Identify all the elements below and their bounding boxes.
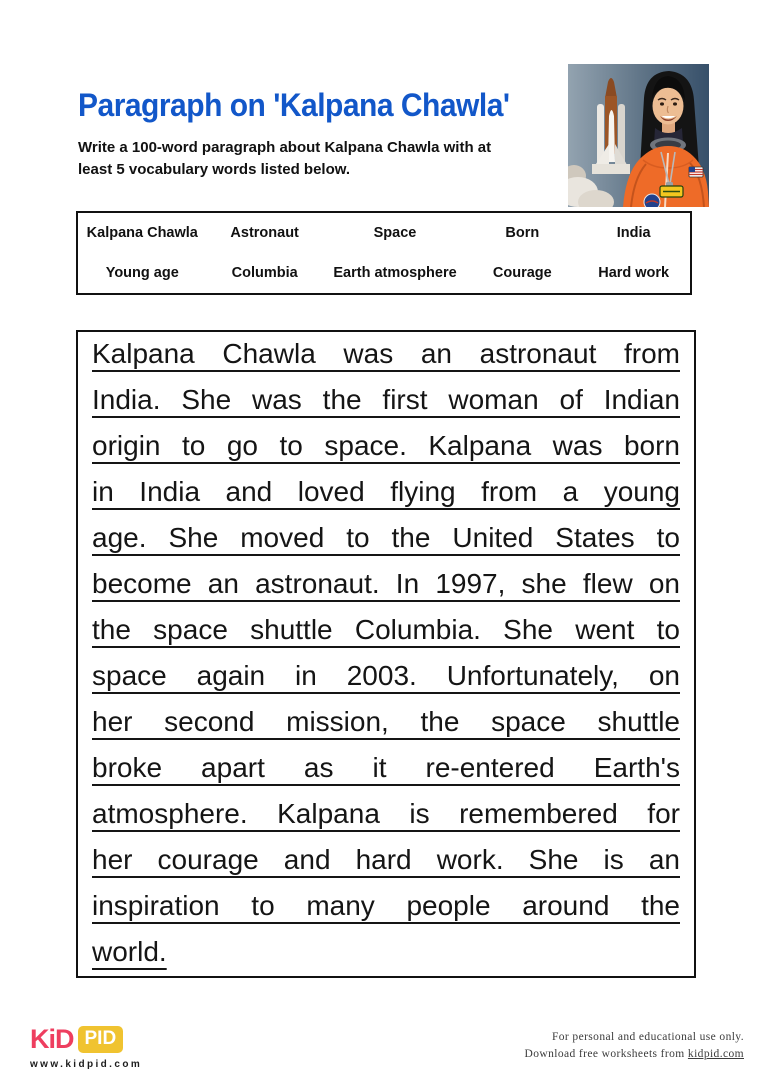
kidpid-link[interactable]: kidpid.com (687, 1047, 744, 1060)
paragraph-line: her second mission, the space shuttle (92, 706, 680, 737)
vocab-word-astronaut: Astronaut (230, 225, 299, 241)
vocab-word-young-age: Young age (105, 265, 179, 281)
paragraph-line: inspiration to many people around the (92, 890, 680, 921)
instructions-line-1: Write a 100-word paragraph about Kalpana Chawla with at (78, 139, 492, 156)
paragraph-box (76, 330, 696, 978)
kidpid-logo[interactable] (30, 1024, 142, 1055)
website-url: www.kidpid.com (30, 1059, 143, 1070)
vocab-word-courage: Courage (492, 265, 552, 281)
paragraph-line: her courage and hard work. She is an (92, 844, 680, 875)
vocab-word-kalpana-chawla: Kalpana Chawla (86, 225, 198, 241)
paragraph-line: broke apart as it re-entered Earth's (92, 752, 680, 783)
paragraph-line: atmosphere. Kalpana is remembered for (92, 798, 680, 829)
paragraph-line: India. She was the first woman of Indian (92, 384, 680, 415)
logo-kid-text: KiD (30, 1024, 74, 1054)
vocab-word-space: Space (373, 225, 417, 241)
paragraph-line: in India and loved flying from a young (92, 476, 680, 507)
kalpana-chawla-image (568, 64, 709, 207)
paragraph-line: age. She moved to the United States to (92, 522, 680, 553)
logo-pid-badge: PID (78, 1026, 124, 1053)
paragraph-line: Kalpana Chawla was an astronaut from (92, 338, 680, 369)
paragraph-line: space again in 2003. Unfortunately, on (92, 660, 680, 691)
instructions-line-2: least 5 vocabulary words listed below. (78, 160, 351, 178)
paragraph-line-last: world. (92, 936, 167, 967)
usage-note (525, 1029, 744, 1062)
kalpana-chawla-illustration (568, 64, 709, 207)
paragraph-line: the space shuttle Columbia. She went to (92, 614, 680, 645)
vocab-word-hard-work: Hard work (598, 265, 670, 281)
footer-left (30, 1024, 142, 1070)
paragraph-line: origin to go to space. Kalpana was born (92, 430, 680, 461)
vocab-word-columbia: Columbia (231, 265, 298, 281)
vocabulary-box (76, 211, 692, 295)
usage-note-line-1: For personal and educational use only. (551, 1031, 744, 1043)
vocab-word-earth-atmosphere: Earth atmosphere (333, 265, 457, 281)
instructions-text (78, 137, 491, 180)
vocab-word-india: India (616, 225, 651, 241)
usage-note-prefix: Download free worksheets from (524, 1047, 688, 1060)
page-title: Paragraph on 'Kalpana Chawla' (78, 88, 510, 124)
usage-note-line-2 (525, 1046, 744, 1063)
vocab-word-born: Born (505, 225, 540, 241)
paragraph-line: become an astronaut. In 1997, she flew on (92, 568, 680, 599)
